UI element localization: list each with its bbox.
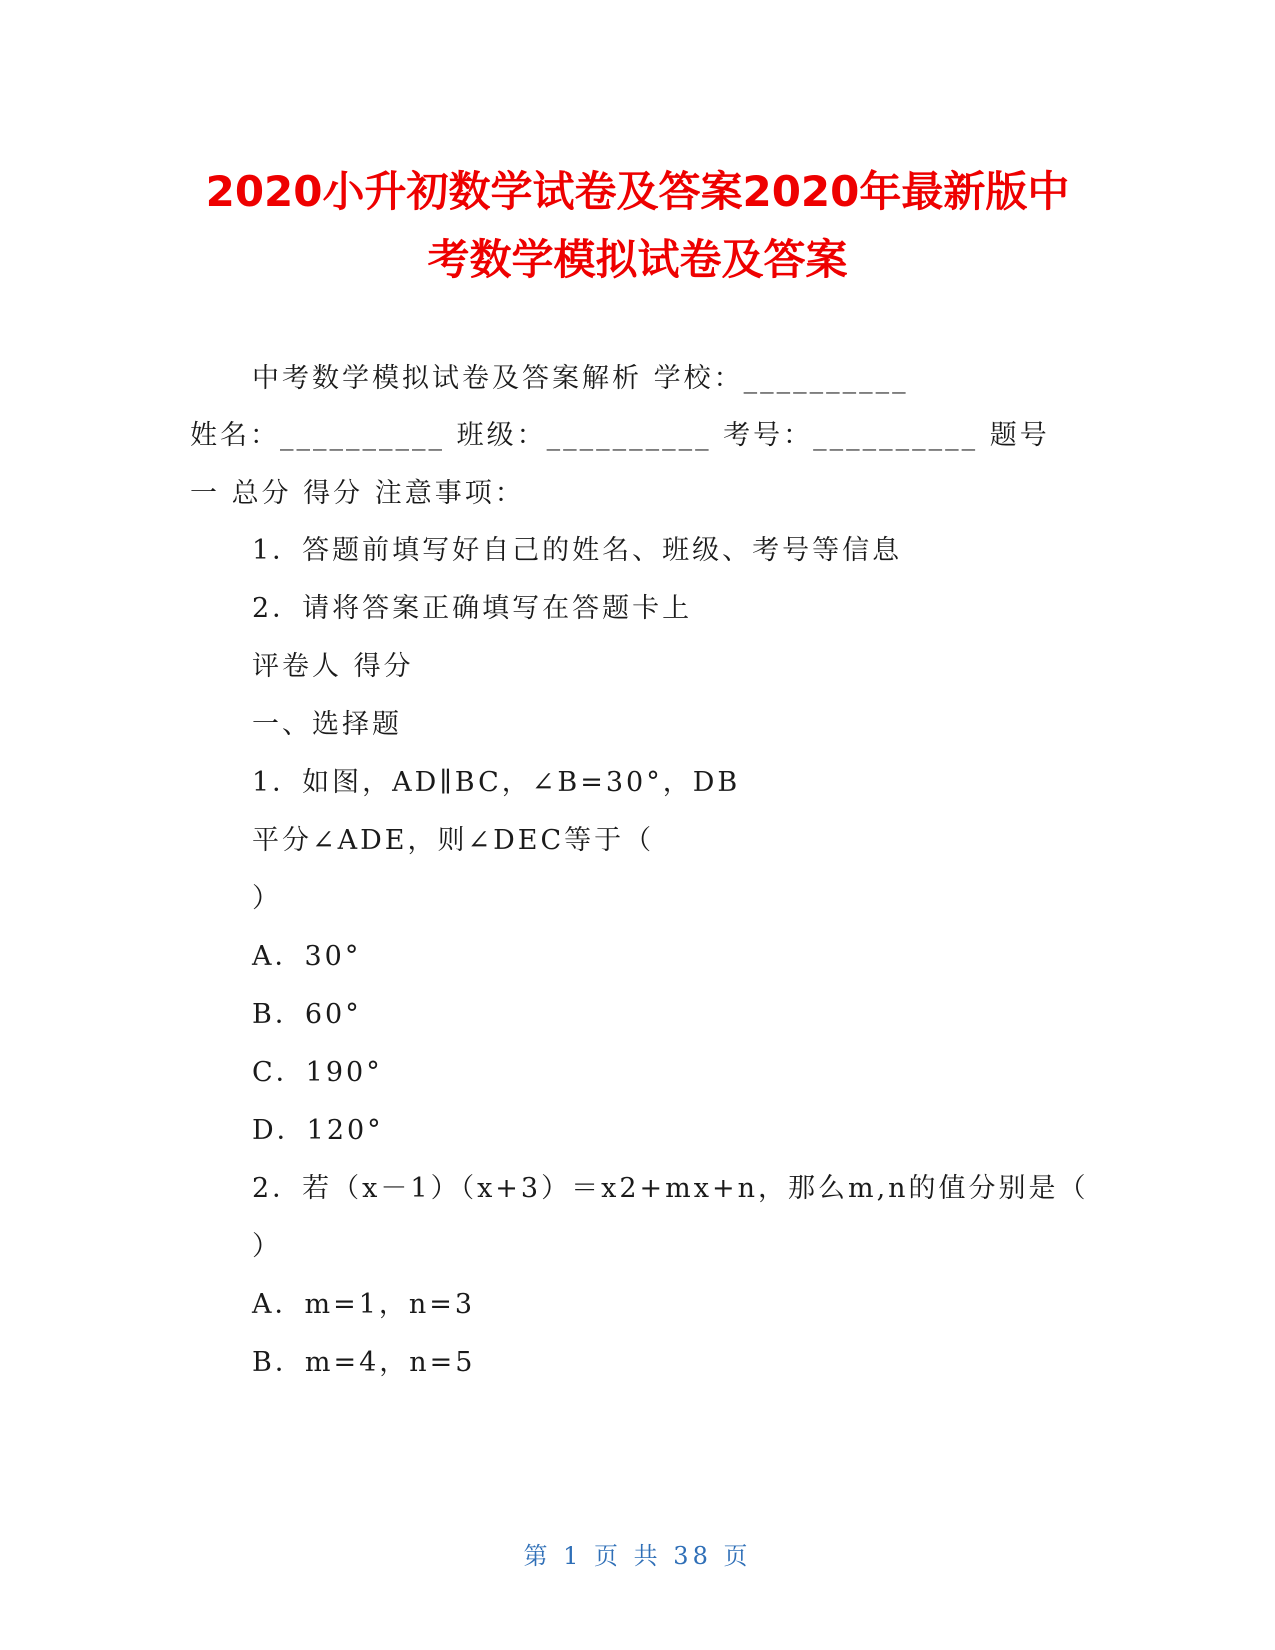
question-1-line-2: 平分∠ADE，则∠DEC等于（: [252, 825, 655, 856]
grader-label: 评卷人 得分: [252, 651, 414, 682]
question-1-line-3: ）: [252, 883, 282, 914]
question-2-line-1: 2．若（x－1）（x+3）＝x2+mx+n，那么m,n的值分别是（: [252, 1173, 1089, 1204]
question-2-line-2: ）: [252, 1231, 282, 1262]
header-notice-line: 一 总分 得分 注意事项：: [190, 478, 525, 509]
question-2-option-a: A．m=1，n=3: [252, 1289, 476, 1320]
document-title-line-2: 考数学模拟试卷及答案: [427, 235, 848, 284]
question-1-option-d: D．120°: [252, 1115, 384, 1146]
document-title-line-1: 2020小升初数学试卷及答案2020年最新版中: [205, 167, 1070, 216]
question-2-option-b: B．m=4，n=5: [252, 1347, 476, 1378]
question-1-line-1: 1．如图，AD∥BC，∠B=30°，DB: [252, 767, 741, 798]
header-school-line: 中考数学模拟试卷及答案解析 学校：__________: [252, 363, 909, 394]
note-item-2: 2．请将答案正确填写在答题卡上: [252, 593, 693, 624]
question-1-option-a: A．30°: [252, 941, 362, 972]
question-1-option-c: C．190°: [252, 1057, 383, 1088]
section-title: 一、选择题: [252, 709, 402, 740]
question-1-option-b: B．60°: [252, 999, 362, 1030]
header-info-line: 姓名：__________ 班级：__________ 考号：__________ 题号: [190, 420, 1050, 451]
note-item-1: 1．答题前填写好自己的姓名、班级、考号等信息: [252, 535, 903, 566]
page-number-footer: 第 1 页 共 38 页: [523, 1542, 752, 1570]
